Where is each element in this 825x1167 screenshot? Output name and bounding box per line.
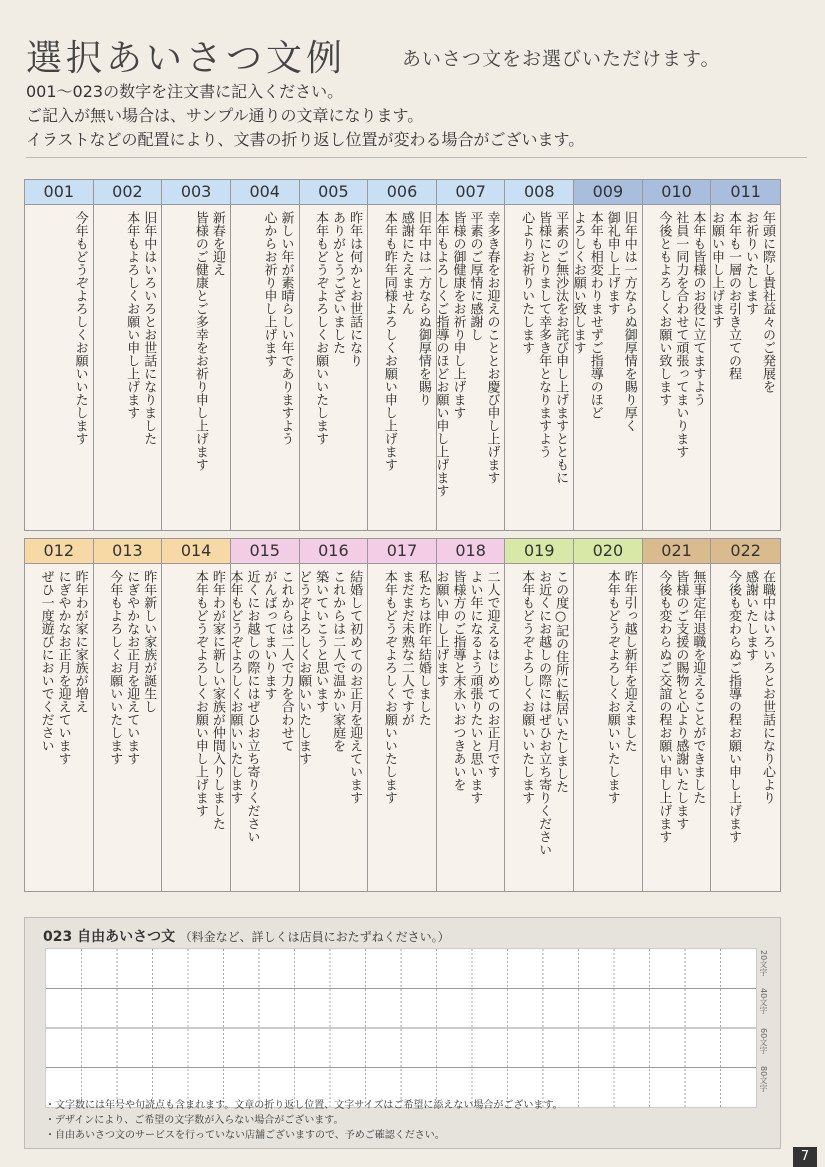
greeting-line: 二人で迎えるはじめてのお正月です — [484, 570, 500, 778]
greeting-text — [192, 570, 226, 830]
greeting-text — [518, 570, 569, 856]
greeting-line: 皆様方のご指導と末永いおつきあいを — [450, 570, 466, 791]
greeting-line: 新春を迎え — [209, 211, 225, 276]
greeting-line: にぎやかなお正月を迎えています — [55, 570, 71, 765]
page-number: 7 — [793, 1147, 817, 1167]
greeting-line: お近くにお越しの際にはぜひお立ち寄りください — [536, 570, 552, 856]
greeting-table-row-1 — [24, 179, 781, 531]
greeting-text — [655, 211, 706, 458]
option-code: 002 — [94, 180, 162, 205]
greeting-option-017[interactable] — [368, 539, 437, 891]
greeting-line: 本年も一層のお引き立ての程 — [725, 211, 741, 380]
greeting-text — [106, 570, 157, 765]
option-code: 008 — [505, 180, 573, 205]
greeting-option-021[interactable] — [643, 539, 712, 891]
greeting-option-013[interactable] — [94, 539, 163, 891]
footnote: ・自由あいさつ文のサービスを行っていない店舗ございますので、予めご確認ください。 — [45, 1130, 445, 1141]
greeting-line: お祈りいたします — [742, 211, 758, 315]
greeting-text — [708, 211, 776, 393]
greeting-line: 本年も相変わりませずご指導のほど — [587, 211, 603, 419]
greeting-text — [123, 211, 157, 445]
greeting-text — [604, 570, 638, 804]
free-greeting-box — [24, 917, 781, 1149]
option-code: 005 — [300, 180, 368, 205]
instruction-line: ご記入が無い場合は、サンプル通りの文章になります。 — [26, 106, 424, 125]
option-code: 009 — [574, 180, 642, 205]
option-code: 006 — [368, 180, 436, 205]
greeting-text — [381, 570, 432, 804]
greeting-line: 平素のご無沙汰をお詫び申し上げますとともに — [553, 211, 569, 484]
greeting-line: ぜひ一度遊びにおいでください — [38, 570, 54, 752]
greeting-option-006[interactable] — [368, 180, 437, 530]
free-greeting-title — [43, 926, 450, 946]
greeting-option-009[interactable] — [570, 180, 643, 530]
greeting-line: 心よりお祈りいたします — [519, 211, 535, 354]
greeting-text — [432, 570, 500, 804]
greeting-option-018[interactable] — [433, 539, 506, 891]
greeting-line: まだまだ未熟な二人ですが — [398, 570, 414, 726]
greeting-line: 本年もよろしくご指導のほどお願い申し上げます — [433, 211, 449, 497]
greeting-line: 感謝いたします — [742, 570, 758, 661]
option-code: 021 — [643, 539, 711, 564]
greeting-text — [655, 570, 706, 843]
greeting-line: 本年も昨年同様よろしくお願い申し上げます — [381, 211, 397, 471]
greeting-option-020[interactable] — [574, 539, 643, 891]
manuscript-grid[interactable] — [45, 948, 757, 1108]
greeting-option-022[interactable] — [711, 539, 780, 891]
greeting-line: 皆様のご支援の賜物と心より感謝いたします — [673, 570, 689, 830]
greeting-line: 心からお祈り申し上げます — [261, 211, 277, 367]
option-code: 020 — [574, 539, 642, 564]
greeting-line: 年頭に際し貴社益々のご発展を — [759, 211, 775, 393]
greeting-line: 近くにお越しの際にはぜひお立ち寄りください — [244, 570, 260, 843]
option-code: 013 — [94, 539, 162, 564]
greeting-text — [312, 211, 363, 445]
greeting-line: 皆様にとりまして幸多き年となりますよう — [536, 211, 552, 458]
page-title: 選択あいさつ文例 — [26, 38, 347, 79]
greeting-line: 本年もどうぞよろしくお願いいたします — [604, 570, 620, 804]
greeting-line: 旧年中は一方ならぬ御厚情を賜り — [415, 211, 431, 406]
greeting-line: ありがとうございました — [330, 211, 346, 354]
greeting-line: 本年もどうぞよろしくお願いいたします — [313, 211, 329, 445]
option-code: 003 — [162, 180, 230, 205]
greeting-option-005[interactable] — [300, 180, 369, 530]
greeting-line: 本年もどうぞよろしくお願いいたします — [227, 570, 243, 804]
greeting-text — [261, 211, 295, 445]
greeting-line: 昨年引っ越し新年を迎えました — [621, 570, 637, 752]
greeting-line: 昨年新しい家族が誕生し — [141, 570, 157, 713]
greeting-line: 結婚して初めてのお正月を迎えています — [347, 570, 363, 804]
greeting-line: 幸多き春をお迎えのこととお慶び申し上げます — [484, 211, 500, 484]
footnotes — [45, 1098, 563, 1143]
option-code: 004 — [231, 180, 299, 205]
greeting-line: がんばってまいります — [261, 570, 277, 700]
greeting-line: 今年もよろしくお願いいたします — [107, 570, 123, 765]
instruction-line: 001～023の数字を注文書に記入ください。 — [26, 82, 344, 101]
greeting-line: 昨年わが家に家族が増え — [72, 570, 88, 713]
greeting-option-001[interactable] — [25, 180, 94, 530]
greeting-line: 今年もどうぞよろしくお願いいたします — [72, 211, 88, 445]
option-code: 010 — [643, 180, 711, 205]
greeting-text — [518, 211, 569, 484]
greeting-text — [38, 570, 89, 765]
option-code: 015 — [231, 539, 299, 564]
marker-80: 80文字 — [759, 1066, 768, 1093]
greeting-option-016[interactable] — [296, 539, 369, 891]
greeting-option-012[interactable] — [25, 539, 94, 891]
marker-60: 60文字 — [759, 1028, 768, 1055]
greeting-line: 旧年中はいろいろとお世話になりました — [141, 211, 157, 445]
greeting-text — [381, 211, 432, 471]
greeting-table-row-2 — [24, 538, 781, 892]
greeting-text — [192, 211, 226, 471]
greeting-line: 本年も皆様のお役に立てますよう — [690, 211, 706, 406]
divider — [26, 157, 807, 158]
greeting-line: 私たちは昨年結婚しました — [415, 570, 431, 726]
greeting-line: 本年もどうぞよろしくお願いいたします — [519, 570, 535, 804]
option-code: 016 — [300, 539, 368, 564]
greeting-option-011[interactable] — [708, 180, 780, 530]
option-code: 007 — [437, 180, 505, 205]
greeting-line: 昨年わが家に新しい家族が仲間入りしました — [209, 570, 225, 830]
greeting-line: 今後も変わらぬご指導の程お願い申し上げます — [725, 570, 741, 843]
greeting-line: お願い申し上げます — [433, 570, 449, 687]
greeting-line: 今後ともよろしくお願い致します — [656, 211, 672, 406]
greeting-option-019[interactable] — [505, 539, 574, 891]
greeting-option-003[interactable] — [162, 180, 231, 530]
greeting-line: 旧年中は一方ならぬ御厚情を賜り厚く — [621, 211, 637, 432]
greeting-line: 在職中はいろいろとお世話になり心より — [759, 570, 775, 804]
greeting-text — [570, 211, 638, 432]
option-code: 018 — [437, 539, 505, 564]
greeting-option-004[interactable] — [231, 180, 300, 530]
instruction-line: イラストなどの配置により、文書の折り返し位置が変わる場合がございます。 — [26, 130, 585, 149]
greeting-line: 今後も変わらぬご交誼の程お願い申し上げます — [656, 570, 672, 843]
greeting-line: 本年もよろしくお願い申し上げます — [124, 211, 140, 419]
greeting-option-007[interactable] — [433, 180, 506, 530]
greeting-line: 感謝にたえません — [398, 211, 414, 315]
option-code: 019 — [505, 539, 573, 564]
greeting-line: にぎやかなお正月を迎えています — [124, 570, 140, 765]
greeting-line: これからは二人で温かい家庭を — [330, 570, 346, 752]
char-count-markers — [758, 948, 778, 1106]
option-code: 022 — [711, 539, 780, 564]
greeting-text — [72, 211, 89, 445]
greeting-line: この度○記の住所に転居いたしました — [553, 570, 569, 793]
option-code: 011 — [711, 180, 780, 205]
greeting-text — [227, 570, 295, 843]
greeting-line: よい年になるよう頑張りたいと思います — [467, 570, 483, 804]
greeting-line: 無事定年退職を迎えることができました — [690, 570, 706, 804]
greeting-text — [432, 211, 500, 497]
free-greeting-note: （料金など、詳しくは店員におたずねください。） — [179, 930, 450, 944]
option-code: 001 — [25, 180, 93, 205]
instructions — [26, 80, 584, 152]
greeting-line: これからは二人で力を合わせて — [278, 570, 294, 752]
option-code: 017 — [368, 539, 436, 564]
greeting-option-002[interactable] — [94, 180, 163, 530]
greeting-text — [295, 570, 363, 804]
greeting-line: 昨年は何かとお世話になり — [347, 211, 363, 367]
option-code: 014 — [162, 539, 230, 564]
greeting-option-015[interactable] — [227, 539, 300, 891]
greeting-line: お願い申し上げます — [708, 211, 724, 328]
footnote: ・デザインにより、ご希望の文字数が入らない場合がございます。 — [45, 1115, 344, 1126]
greeting-option-008[interactable] — [505, 180, 574, 530]
greeting-line: 平素のご厚情に感謝し — [467, 211, 483, 341]
option-code: 012 — [25, 539, 93, 564]
greeting-line: 皆様の御健康をお祈り申し上げます — [450, 211, 466, 419]
greeting-line: 本年もどうぞよろしくお願いいたします — [381, 570, 397, 804]
greeting-line: 皆様のご健康とご多幸をお祈り申し上げます — [192, 211, 208, 471]
greeting-line: 社員一同力を合わせて頑張ってまいります — [673, 211, 689, 458]
marker-20: 20文字 — [759, 950, 768, 977]
greeting-line: よろしくお願い致します — [570, 211, 586, 354]
greeting-line: 御礼申し上げます — [604, 211, 620, 315]
greeting-line: 本年もどうぞよろしくお願い申し上げます — [192, 570, 208, 817]
greeting-text — [725, 570, 776, 843]
greeting-line: 新しい年が素晴らしい年でありますよう — [278, 211, 294, 445]
greeting-option-010[interactable] — [643, 180, 712, 530]
marker-40: 40文字 — [759, 988, 768, 1015]
greeting-option-014[interactable] — [162, 539, 231, 891]
greeting-line: 築いていこうと思います — [313, 570, 329, 713]
footnote: ・文字数には年号や句読点も含まれます。文章の折り返し位置、文字サイズはご希望に添えない場合がございます。 — [45, 1100, 563, 1111]
page-subtitle: あいさつ文をお選びいただけます。 — [402, 48, 721, 70]
free-greeting-code: 023 自由あいさつ文 — [43, 929, 176, 945]
greeting-line: どうぞよろしくお願いいたします — [296, 570, 312, 765]
